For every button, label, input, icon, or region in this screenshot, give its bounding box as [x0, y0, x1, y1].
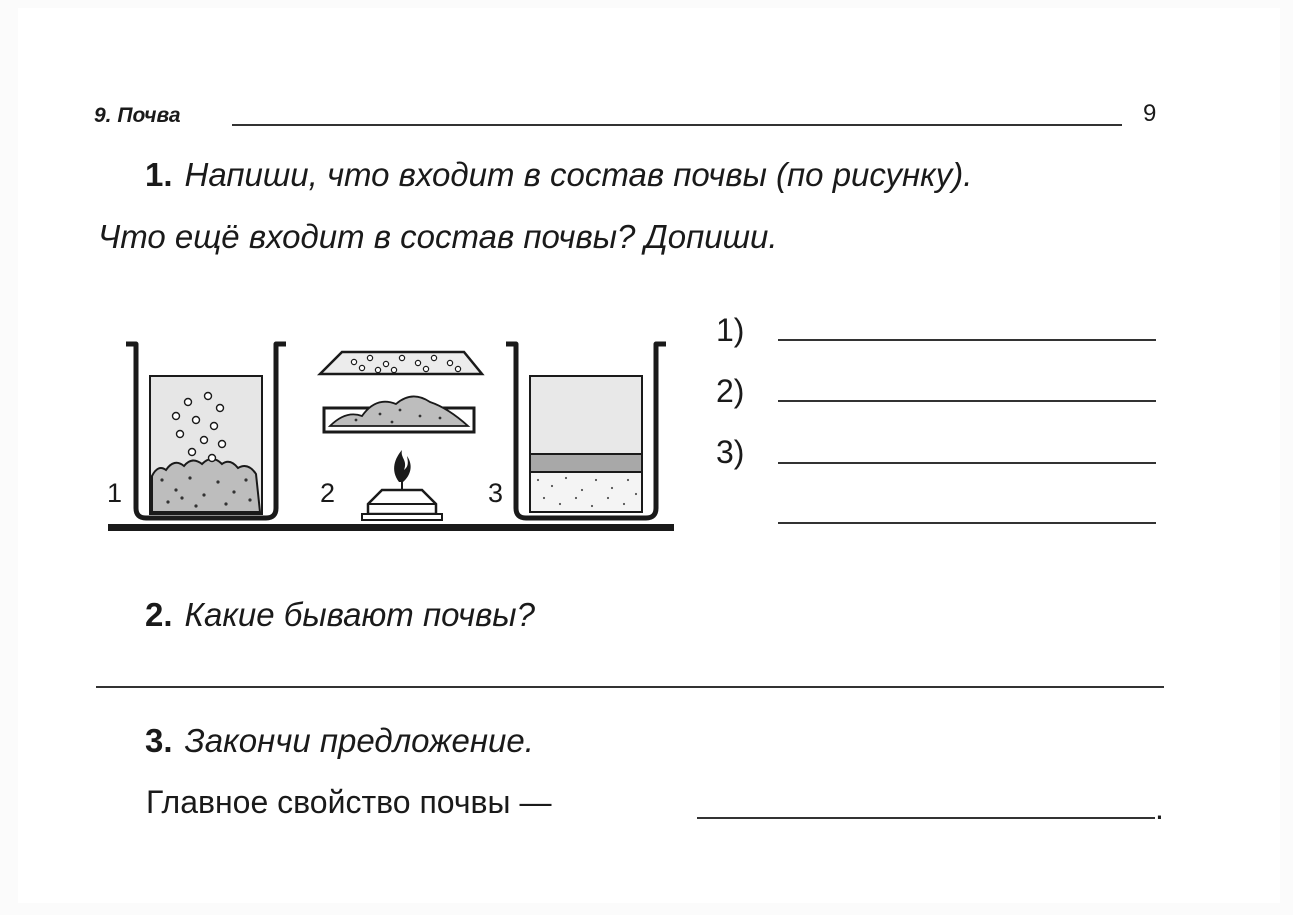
task1-question-line2: Что ещё входит в состав почвы? Допиши. [98, 218, 778, 255]
figure-label-2: 2 [320, 478, 336, 508]
task2-number: 2. [145, 596, 173, 633]
answer-label-2: 2) [716, 373, 745, 409]
answer-line-1[interactable] [778, 339, 1156, 341]
task3-heading [145, 722, 534, 760]
answer-line-3[interactable] [778, 462, 1156, 464]
figure-label-1: 1 [107, 478, 123, 508]
task3-end-mark: . [1155, 790, 1164, 826]
section-title: 9. Почва [94, 104, 181, 127]
header-rule [232, 124, 1122, 126]
answer-label-1: 1) [716, 312, 745, 348]
settled-soil-beaker-icon [506, 344, 666, 518]
task1-question: Напиши, что входит в состав почвы (по рисунку). [184, 156, 973, 193]
page-number: 9 [1143, 100, 1157, 127]
task3-answer-line[interactable] [697, 817, 1155, 819]
soil-experiment-figure [96, 330, 686, 540]
figure-label-3: 3 [488, 478, 504, 508]
task2-question: Какие бывают почвы? [184, 596, 535, 633]
task3-number: 3. [145, 722, 173, 759]
beaker-with-bubbles-icon [126, 344, 286, 518]
task2-answer-line[interactable] [96, 686, 1164, 688]
answer-label-3: 3) [716, 434, 745, 470]
task3-sentence: Главное свойство почвы — [146, 784, 552, 820]
task1-number: 1. [145, 156, 173, 193]
answer-line-2[interactable] [778, 400, 1156, 402]
heated-glass-plates-icon [320, 352, 482, 520]
task1-heading [145, 156, 972, 194]
table-surface [108, 524, 674, 531]
answer-line-4[interactable] [778, 522, 1156, 524]
task3-instruction: Закончи предложение. [184, 722, 534, 759]
task2-heading [145, 596, 535, 634]
